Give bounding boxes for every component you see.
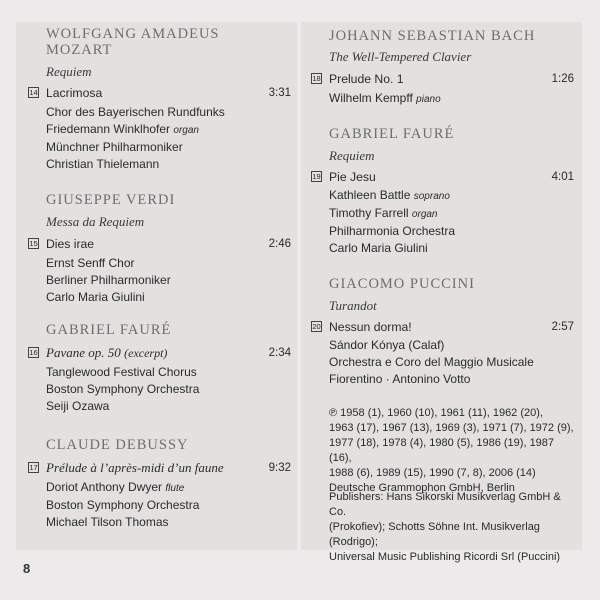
track-title: Prélude à l’après-midi d’un faune <box>46 460 224 475</box>
bach-section <box>312 28 574 108</box>
performer-role: piano <box>416 94 441 105</box>
track-duration: 1:26 <box>551 73 574 85</box>
performer-role: flute <box>165 483 185 494</box>
track-number-box: 15 <box>29 239 38 248</box>
performer: Boston Symphony Orchestra <box>46 382 200 396</box>
performer-line <box>46 121 291 139</box>
performer: Chor des Bayerischen Rundfunks <box>46 105 225 119</box>
track-title: Prelude No. 1 <box>329 72 404 86</box>
copyright-line: ℗ 1958 (1), 1960 (10), 1961 (11), 1962 (20), <box>329 407 543 419</box>
performer: Seiji Ozawa <box>46 399 110 413</box>
track-number-box: 19 <box>312 172 321 181</box>
mozart-section <box>29 26 291 173</box>
performer: Berliner Philharmoniker <box>46 273 171 287</box>
copyright-line: 1977 (18), 1978 (4), 1980 (5), 1986 (19), 1987 (16), <box>329 437 555 464</box>
track-number-box: 20 <box>312 322 321 331</box>
performer: Friedemann Winklhofer <box>46 122 171 136</box>
performer: Timothy Farrell <box>329 206 409 220</box>
performer: Münchner Philharmoniker <box>46 140 183 154</box>
work-title: Turandot <box>329 298 377 313</box>
composer-name: GIACOMO PUCCINI <box>329 276 475 292</box>
track-row <box>312 169 574 185</box>
copyright-line: 1988 (6), 1989 (15), 1990 (7, 8), 2006 (14) <box>329 467 536 479</box>
performer-line <box>46 479 291 497</box>
performer: Orchestra e Coro del Maggio Musicale <box>329 355 534 369</box>
track-number-box: 18 <box>312 74 321 83</box>
performer: Kathleen Battle <box>329 188 411 202</box>
performer-line <box>329 205 574 223</box>
copyright-block <box>329 406 579 496</box>
composer-name: WOLFGANG AMADEUS <box>46 26 220 42</box>
track-title: Lacrimosa <box>46 86 103 100</box>
track-duration: 2:34 <box>268 347 291 359</box>
track-duration: 4:01 <box>551 171 574 183</box>
publishers-line: (Prokofiev); Schotts Söhne Int. Musikverlag (Rodrigo); <box>329 521 540 548</box>
track-row <box>312 319 574 335</box>
performer: Sándor Kónya (Calaf) <box>329 338 445 352</box>
track-title: Dies irae <box>46 237 95 251</box>
work-title: Requiem <box>329 148 375 163</box>
track-row <box>29 85 291 101</box>
performer: Boston Symphony Orchestra <box>46 498 200 512</box>
composer-name: GABRIEL FAURÉ <box>46 322 172 338</box>
copyright-line: 1963 (17), 1967 (13), 1969 (3), 1971 (7), 1972 (9), <box>329 422 574 434</box>
performer-role: organ <box>173 125 199 136</box>
composer-name: CLAUDE DEBUSSY <box>46 437 189 453</box>
track-row <box>29 345 291 361</box>
composer-name: MOZART <box>46 42 113 58</box>
track-number-box: 16 <box>29 348 38 357</box>
track-duration: 2:57 <box>551 321 574 333</box>
track-number-box: 14 <box>29 88 38 97</box>
composer-name: GABRIEL FAURÉ <box>329 126 455 142</box>
faure-pavane-section <box>29 322 291 415</box>
track-row <box>312 71 574 87</box>
performer: Carlo Maria Giulini <box>46 290 145 304</box>
performer-line <box>329 187 574 205</box>
track-duration: 9:32 <box>268 462 291 474</box>
performer-role: organ <box>411 209 438 220</box>
track-row <box>29 236 291 252</box>
track-duration: 2:46 <box>268 238 291 250</box>
publishers-block <box>329 490 579 565</box>
composer-name: JOHANN SEBASTIAN BACH <box>329 28 536 44</box>
track-title: Pie Jesu <box>329 170 376 184</box>
faure-requiem-section <box>312 126 574 257</box>
performer: Wilhelm Kempff <box>329 91 413 105</box>
page-number: 8 <box>23 561 31 576</box>
debussy-section <box>29 437 291 531</box>
verdi-section <box>29 192 291 306</box>
performer: Carlo Maria Giulini <box>329 241 428 255</box>
composer-name: GIUSEPPE VERDI <box>46 192 176 208</box>
left-column <box>16 22 297 550</box>
publishers-line: Publishers: Hans Sikorski Musikverlag GmbH & Co. <box>329 491 561 518</box>
performer: Doriot Anthony Dwyer <box>46 480 163 494</box>
right-column <box>301 22 582 563</box>
track-title: Nessun dorma! <box>329 320 412 334</box>
performer-role: soprano <box>413 191 450 202</box>
track-suffix: (excerpt) <box>124 346 168 360</box>
performer: Michael Tilson Thomas <box>46 515 169 529</box>
track-title: Pavane op. 50 <box>46 345 121 360</box>
work-title: Messa da Requiem <box>46 214 145 229</box>
work-title: The Well-Tempered Clavier <box>329 49 472 64</box>
publishers-line: Universal Music Publishing Ricordi Srl (Puccini) <box>329 551 561 563</box>
copyright-line: Deutsche Grammophon GmbH, Berlin <box>329 482 515 494</box>
puccini-section <box>312 276 574 388</box>
track-row <box>29 460 291 476</box>
track-number-box: 17 <box>29 463 38 472</box>
performer: Fiorentino · Antonino Votto <box>329 372 471 386</box>
work-title: Requiem <box>46 64 92 79</box>
performer: Ernst Senff Chor <box>46 256 135 270</box>
performer: Philharmonia Orchestra <box>329 224 456 238</box>
performer: Tanglewood Festival Chorus <box>46 365 197 379</box>
performer-line <box>329 90 574 108</box>
track-duration: 3:31 <box>268 87 291 99</box>
performer: Christian Thielemann <box>46 157 160 171</box>
